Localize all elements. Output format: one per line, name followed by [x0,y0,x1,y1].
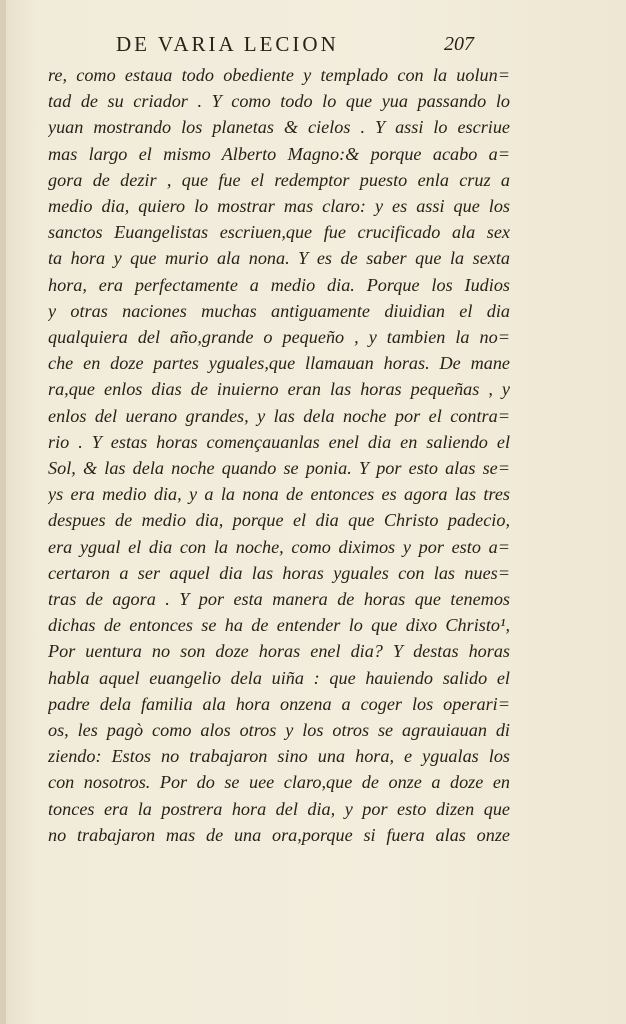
text-line: era ygual el dia con la noche, como diximos y por esto a= [48,536,510,557]
text-line: ziendo: Estos no trabajaron sino una hora, e ygualas los [48,746,510,767]
body-text [48,62,518,848]
text-line: re, como estaua todo obediente y templado con la uolun= [48,65,510,85]
text-line: con nosotros. Por do se uee claro,que de onze a doze en [48,772,510,793]
text-line: ta hora y que murio ala nona. Y es de saber que la sexta [48,248,510,269]
text-line: no trabajaron mas de una ora,porque si fuera alas onze [48,824,510,845]
text-line: tras de agora . Y por esta manera de horas que tenemos [48,589,510,610]
text-line: Sol, & las dela noche quando se ponia. Y por esto alas se= [48,458,510,479]
text-line: gora de dezir , que fue el redemptor puesto enla cruz a [48,169,510,190]
text-line: habla aquel euangelio dela uiña : que hauiendo salido el [48,667,510,688]
text-line: mas largo el mismo Alberto Magno:& porque acabo a= [48,143,510,164]
text-line: che en doze partes yguales,que llamauan horas. De mane [48,353,510,374]
text-line: ys era medio dia, y a la nona de entonces es agora las tres [48,484,510,505]
text-line: hora, era perfectamente a medio dia. Porque los Iudios [48,274,510,295]
text-line: certaron a ser aquel dia las horas yguales con las nues= [48,562,510,583]
page-number: 207 [444,33,474,55]
text-line: dichas de entonces se ha de entender lo que dixo Christo¹, [48,615,510,636]
text-line: qualquiera del año,grande o pequeño , y tambien la no= [48,327,510,348]
page-edge [0,0,6,1024]
text-line: Por uentura no son doze horas enel dia? Y destas horas [48,641,510,662]
text-line: yuan mostrando los planetas & cielos . Y assi lo escriue [48,117,510,138]
running-title: DE VARIA LECION [116,32,339,56]
text-line: padre dela familia ala hora onzena a coger los operari= [48,693,510,714]
text-line: ra,que enlos dias de inuierno eran las horas pequeñas , y [48,379,510,400]
text-line: y otras naciones muchas antiguamente diuidian el dia [48,300,510,321]
text-line: medio dia, quiero lo mostrar mas claro: y es assi que los [48,196,510,217]
text-line: sanctos Euangelistas escriuen,que fue crucificado ala sex [48,222,510,243]
text-line: tonces era la postrera hora del dia, y por esto dizen que [48,798,510,819]
text-line: enlos del uerano grandes, y las dela noche por el contra= [48,405,510,426]
text-line: tad de su criador . Y como todo lo que yua passando lo [48,91,510,112]
page-header [0,32,626,62]
text-line: despues de medio dia, porque el dia que Christo padecio, [48,510,510,531]
text-line: os, les pagò como alos otros y los otros se agrauiauan di [48,720,510,741]
text-line: rio . Y estas horas començauanlas enel dia en saliendo el [48,431,510,452]
